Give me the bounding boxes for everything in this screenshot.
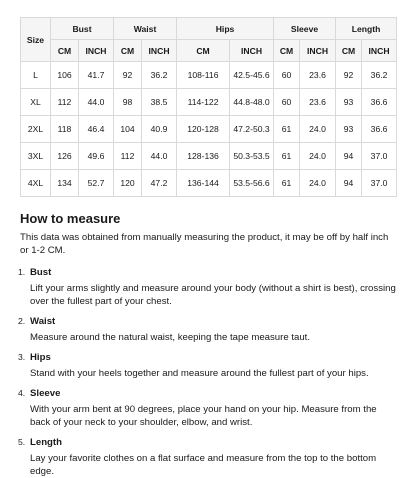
size-cell: L — [21, 62, 51, 89]
size-cell: 4XL — [21, 170, 51, 197]
table-cell: 49.6 — [79, 143, 114, 170]
step-number: 3. — [18, 352, 26, 362]
table-row — [21, 170, 397, 197]
step-description: Lay your favorite clothes on a flat surface and measure from the top to the bottom edge. — [30, 453, 377, 477]
list-item — [20, 266, 396, 308]
table-cell: 60 — [274, 62, 300, 89]
unit-inch-header: INCH — [300, 40, 336, 62]
table-cell: 36.6 — [362, 89, 397, 116]
size-cell: 3XL — [21, 143, 51, 170]
table-cell: 37.0 — [362, 143, 397, 170]
table-row — [21, 116, 397, 143]
list-item — [20, 436, 396, 478]
step-description: Lift your arms slightly and measure around your body (without a shirt is best), crossing over the fullest part of your chest. — [30, 283, 396, 307]
step-description: Stand with your heels together and measure around the fullest part of your hips. — [30, 368, 369, 379]
table-cell: 42.5-45.6 — [230, 62, 274, 89]
table-cell: 36.6 — [362, 116, 397, 143]
how-to-measure-intro: This data was obtained from manually measuring the product, it may be off by half inch or 1-2 CM. — [20, 232, 389, 256]
table-cell: 61 — [274, 170, 300, 197]
step-title: Hips — [30, 352, 51, 363]
table-cell: 98 — [114, 89, 142, 116]
table-cell: 104 — [114, 116, 142, 143]
sleeve-header: Sleeve — [274, 18, 336, 40]
step-title: Bust — [30, 267, 52, 278]
table-cell: 136-144 — [177, 170, 230, 197]
table-cell: 106 — [51, 62, 79, 89]
unit-inch-header: INCH — [230, 40, 274, 62]
table-cell: 92 — [114, 62, 142, 89]
step-number: 1. — [18, 267, 26, 277]
unit-inch-header: INCH — [79, 40, 114, 62]
table-cell: 134 — [51, 170, 79, 197]
table-cell: 24.0 — [300, 116, 336, 143]
hips-header: Hips — [177, 18, 274, 40]
table-row — [21, 143, 397, 170]
list-item — [20, 351, 396, 380]
table-cell: 120 — [114, 170, 142, 197]
waist-header: Waist — [114, 18, 177, 40]
table-cell: 108-116 — [177, 62, 230, 89]
table-cell: 41.7 — [79, 62, 114, 89]
unit-cm-header: CM — [274, 40, 300, 62]
unit-cm-header: CM — [51, 40, 79, 62]
step-number: 5. — [18, 437, 26, 447]
size-table-body — [21, 62, 397, 197]
table-cell: 50.3-53.5 — [230, 143, 274, 170]
table-header-row — [21, 18, 397, 40]
measure-steps-list — [20, 266, 396, 478]
table-cell: 112 — [51, 89, 79, 116]
list-item — [20, 315, 396, 344]
table-cell: 94 — [336, 170, 362, 197]
size-cell: 2XL — [21, 116, 51, 143]
table-cell: 44.0 — [142, 143, 177, 170]
table-cell: 93 — [336, 89, 362, 116]
table-row — [21, 62, 397, 89]
bust-header: Bust — [51, 18, 114, 40]
table-cell: 118 — [51, 116, 79, 143]
unit-inch-header: INCH — [142, 40, 177, 62]
table-cell: 93 — [336, 116, 362, 143]
step-title: Sleeve — [30, 388, 61, 399]
table-cell: 40.9 — [142, 116, 177, 143]
table-cell: 120-128 — [177, 116, 230, 143]
table-cell: 46.4 — [79, 116, 114, 143]
table-cell: 23.6 — [300, 62, 336, 89]
table-cell: 24.0 — [300, 170, 336, 197]
table-cell: 47.2 — [142, 170, 177, 197]
unit-cm-header: CM — [336, 40, 362, 62]
unit-cm-header: CM — [177, 40, 230, 62]
step-description: Measure around the natural waist, keeping the tape measure taut. — [30, 332, 310, 343]
step-description: With your arm bent at 90 degrees, place your hand on your hip. Measure from the back of your neck to your shoulder, elbow, and wrist. — [30, 404, 377, 428]
step-number: 4. — [18, 388, 26, 398]
table-cell: 47.2-50.3 — [230, 116, 274, 143]
table-cell: 114-122 — [177, 89, 230, 116]
table-cell: 24.0 — [300, 143, 336, 170]
size-column-header: Size — [21, 18, 51, 62]
table-cell: 44.8-48.0 — [230, 89, 274, 116]
table-cell: 112 — [114, 143, 142, 170]
table-cell: 61 — [274, 143, 300, 170]
table-cell: 128-136 — [177, 143, 230, 170]
table-cell: 61 — [274, 116, 300, 143]
table-cell: 60 — [274, 89, 300, 116]
table-cell: 23.6 — [300, 89, 336, 116]
unit-cm-header: CM — [114, 40, 142, 62]
table-cell: 38.5 — [142, 89, 177, 116]
table-subheader-row — [21, 40, 397, 62]
step-number: 2. — [18, 316, 26, 326]
table-cell: 44.0 — [79, 89, 114, 116]
unit-inch-header: INCH — [362, 40, 397, 62]
step-title: Length — [30, 437, 62, 448]
table-cell: 36.2 — [362, 62, 397, 89]
table-cell: 92 — [336, 62, 362, 89]
table-cell: 126 — [51, 143, 79, 170]
table-row — [21, 89, 397, 116]
table-cell: 52.7 — [79, 170, 114, 197]
size-cell: XL — [21, 89, 51, 116]
table-cell: 36.2 — [142, 62, 177, 89]
table-cell: 53.5-56.6 — [230, 170, 274, 197]
step-title: Waist — [30, 316, 56, 327]
table-cell: 94 — [336, 143, 362, 170]
how-to-measure-title: How to measure — [20, 211, 121, 226]
list-item — [20, 387, 396, 429]
table-cell: 37.0 — [362, 170, 397, 197]
length-header: Length — [336, 18, 397, 40]
size-chart-table — [20, 17, 397, 197]
